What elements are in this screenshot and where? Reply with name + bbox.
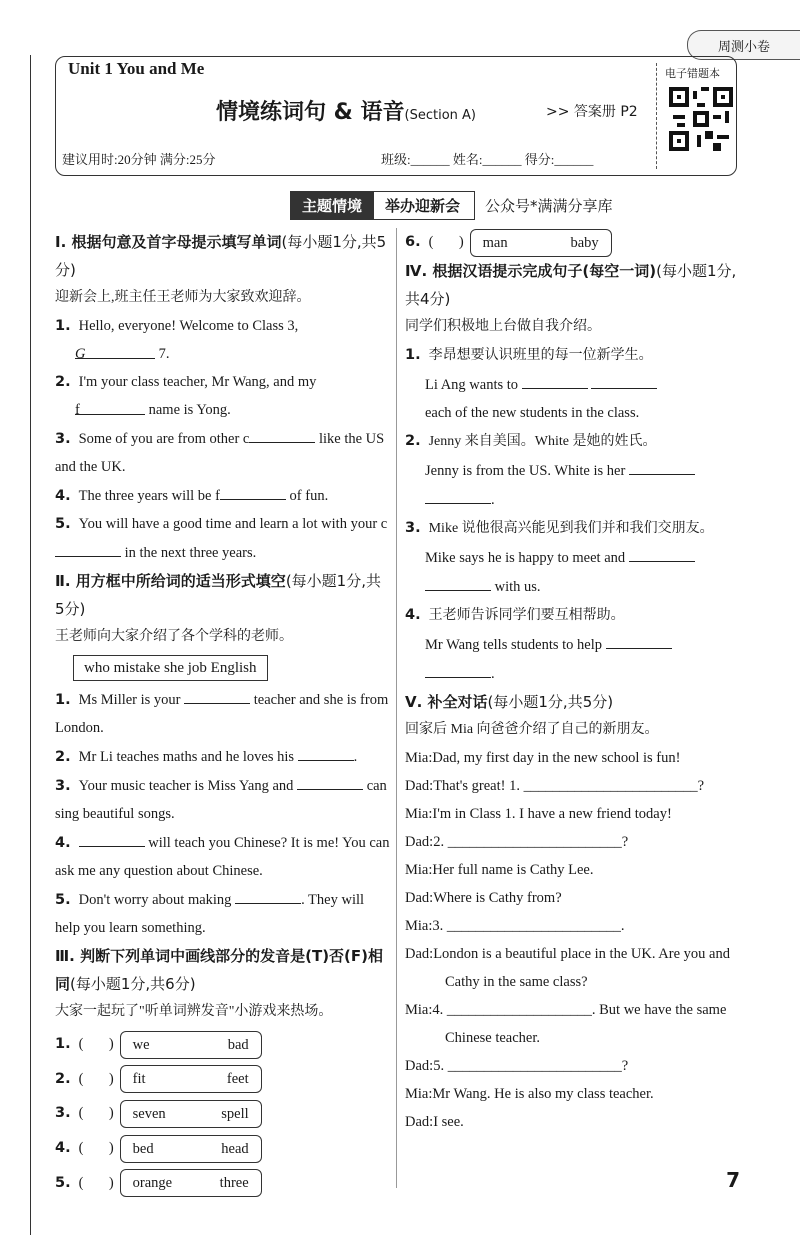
dialogue-text: 2. ________________________? <box>433 833 629 850</box>
word-pair-box <box>120 1031 262 1059</box>
speaker: Mia: <box>405 1001 433 1018</box>
q-number: 3. <box>55 1105 71 1122</box>
q-number: 6. <box>405 234 421 250</box>
word-1: seven <box>132 1106 166 1123</box>
speaker: Dad: <box>405 1057 434 1074</box>
q-text: Some of you are from other c <box>78 431 250 447</box>
s4-q3-line <box>405 543 745 572</box>
word-1: orange <box>132 1175 173 1192</box>
s4-q4-line-2 <box>405 659 745 688</box>
dialogue-text: Mr Wang. He is also my class teacher. <box>432 1085 654 1102</box>
left-column <box>55 228 390 1197</box>
student-info-fields: 班级:______ 姓名:______ 得分:______ <box>381 152 594 167</box>
dialogue-line <box>405 884 745 912</box>
q-text-end: 7. <box>158 346 170 362</box>
q-number: 2. <box>405 432 421 449</box>
q-text: Don't worry about making <box>78 892 232 908</box>
q-number: 1. <box>55 1036 71 1052</box>
q-number: 5. <box>55 892 71 908</box>
dialogue-line[interactable] <box>405 1052 745 1080</box>
section-3-intro: 大家一起玩了"听单词辨发音"小游戏来热场。 <box>55 1004 333 1019</box>
q-text-end: teacher and she is from London. <box>55 692 389 736</box>
s3-question-3: 3. ( ) seven spell <box>55 1099 390 1128</box>
s1-question-5 <box>55 510 390 567</box>
q-text-end: in the next three years. <box>124 545 257 561</box>
q-chinese: Jenny 来自美国。White 是她的姓氏。 <box>428 433 657 449</box>
q-text-end: . They will help you learn something. <box>55 892 365 936</box>
section-1-intro: 迎新会上,班主任王老师为大家致欢迎辞。 <box>55 290 311 305</box>
s2-question-2 <box>55 742 390 771</box>
q-number: 4. <box>405 606 421 623</box>
q-number: 3. <box>55 431 71 447</box>
s1-score: (每小题1分,共5分) <box>55 233 387 279</box>
q-chinese: Mike 说他很高兴能见到我们并和我们交朋友。 <box>428 520 714 536</box>
s4-q4-line <box>405 630 745 659</box>
dialogue-line <box>405 800 745 828</box>
section-label: (Section A) <box>404 108 476 123</box>
s4-q2-line-2 <box>405 485 745 514</box>
q-text: You will have a good time and learn a lot with your c <box>78 516 388 532</box>
q-number: 4. <box>55 835 71 851</box>
page-title <box>216 95 476 126</box>
dialogue-text: That's great! 1. ________________________? <box>433 777 705 794</box>
s5-title-text: Ⅴ. 补全对话 <box>405 692 488 711</box>
s2-q2-answer-blank[interactable] <box>298 742 354 761</box>
word-2: bad <box>227 1036 249 1053</box>
page-number: 7 <box>726 1168 740 1192</box>
s2-q1-answer-blank[interactable] <box>184 685 250 704</box>
s1-q3-answer-blank[interactable] <box>249 424 315 443</box>
s2-title-text: Ⅱ. 用方框中所给词的适当形式填空 <box>55 572 286 590</box>
s1-question-3 <box>55 424 390 481</box>
q-text: The three years will be f <box>78 488 220 504</box>
q-text-end: . <box>491 665 495 682</box>
s2-question-1 <box>55 685 390 742</box>
s4-q2-line <box>405 456 745 485</box>
q-number: 4. <box>55 488 71 504</box>
q-text: Hello, everyone! Welcome to Class 3, <box>78 318 299 334</box>
q-text: Mr Wang tells students to help <box>425 636 602 653</box>
q-text: Ms Miller is your <box>78 692 181 708</box>
speaker: Mia: <box>405 917 433 934</box>
section-4-title <box>405 257 745 313</box>
s4-q3-line-2 <box>405 572 745 601</box>
dialogue-text: I see. <box>433 1113 464 1130</box>
s4-question-3 <box>405 514 745 543</box>
dialogue-line <box>405 940 745 996</box>
dialogue-text: London is a beautiful place in the UK. Are you and Cathy in the same class? <box>433 945 730 990</box>
s4-q1-line <box>405 370 745 399</box>
speaker: Dad: <box>405 777 434 794</box>
topic-note: 公众号*满满分享库 <box>485 196 613 215</box>
word-1: bed <box>132 1140 154 1157</box>
dialogue-line[interactable] <box>405 772 745 800</box>
word-pair-box <box>120 1169 262 1197</box>
section-2-title <box>55 567 390 623</box>
section-4-intro: 同学们积极地上台做自我介绍。 <box>405 318 601 334</box>
word-pair-box <box>470 229 612 257</box>
word-bank-box: who mistake she job English <box>73 655 268 681</box>
dialogue-text: 4. ____________________. But we have the same Chinese teacher. <box>432 1001 727 1046</box>
topic-name: 举办迎新会 <box>370 191 475 220</box>
s4-q2-blank-a[interactable] <box>629 456 695 475</box>
s4-title-text: Ⅳ. 根据汉语提示完成句子(每空一词) <box>405 261 657 280</box>
s4-score: (每小题1分,共4分) <box>405 261 737 308</box>
s4-q1-blank-b[interactable] <box>591 370 657 389</box>
s1-question-1 <box>55 312 390 340</box>
word-2: three <box>219 1175 249 1192</box>
s3-question-1: 1. ( ) we bad <box>55 1030 390 1059</box>
q-number: 3. <box>55 778 71 794</box>
q-text-end: . <box>353 749 358 765</box>
topic-banner <box>290 190 613 220</box>
s1-q4-answer-blank[interactable] <box>220 481 286 500</box>
q-text-end: . <box>491 491 495 508</box>
s3-question-4: 4. ( ) bed head <box>55 1134 390 1163</box>
word-pair-box <box>120 1135 262 1163</box>
dialogue-line[interactable] <box>405 828 745 856</box>
speaker: Dad: <box>405 833 434 850</box>
word-1: man <box>482 234 508 251</box>
speaker: Dad: <box>405 945 434 962</box>
section-5-intro: 回家后 Mia 向爸爸介绍了自己的新朋友。 <box>405 721 659 737</box>
word-1: we <box>132 1036 150 1053</box>
q-number: 2. <box>55 374 71 390</box>
s1-q1-answer-blank[interactable]: G <box>75 340 155 359</box>
q-text: Li Ang wants to <box>425 376 519 393</box>
q-text-end: of fun. <box>289 488 329 504</box>
speaker: Dad: <box>405 1113 434 1130</box>
q-text: Jenny is from the US. White is her <box>425 462 626 479</box>
topic-label: 主题情境 <box>290 191 374 220</box>
s4-q1-blank-a[interactable] <box>522 370 588 389</box>
q-chinese: 李昂想要认识班里的每一位新学生。 <box>428 347 653 363</box>
s1-q5-answer-blank[interactable] <box>55 538 121 557</box>
word-1: fit <box>132 1071 146 1088</box>
q-text: Mike says he is happy to meet and <box>425 549 626 566</box>
right-column <box>405 228 745 1136</box>
dialogue-line[interactable] <box>405 912 745 940</box>
q-text-end: can sing beautiful songs. <box>55 778 387 822</box>
speaker: Mia: <box>405 861 433 878</box>
q-number: 2. <box>55 749 71 765</box>
q-number: 4. <box>55 1140 71 1157</box>
s1-question-4 <box>55 481 390 510</box>
s1-question-2 <box>55 368 390 396</box>
dialogue-line[interactable] <box>405 996 745 1052</box>
q-number: 1. <box>55 318 71 334</box>
q-number: 1. <box>405 346 421 363</box>
q-text-end: like the US and the UK. <box>55 431 385 475</box>
s3-question-5: 5. ( ) orange three <box>55 1169 390 1198</box>
word-pair-box <box>120 1065 262 1093</box>
dialogue-text: Her full name is Cathy Lee. <box>432 861 594 878</box>
title-text: 情境练词句 & 语音 <box>216 100 405 125</box>
section-5-title <box>405 688 745 716</box>
s4-question-1 <box>405 341 745 370</box>
section-1-title <box>55 228 390 284</box>
q-number: 3. <box>405 519 421 536</box>
speaker: Mia: <box>405 1085 433 1102</box>
s4-q4-blank-a[interactable] <box>606 630 672 649</box>
s2-question-5 <box>55 885 390 942</box>
section-2-intro: 王老师向大家介绍了各个学科的老师。 <box>55 629 293 644</box>
s2-q3-answer-blank[interactable] <box>297 771 363 790</box>
q-text-end: will teach you Chinese? It is me! You can ask me any question about Chinese. <box>55 835 390 879</box>
s2-score: (每小题1分,共5分) <box>55 572 381 618</box>
weekly-test-tag: 周测小卷 <box>687 30 800 60</box>
q-number: 5. <box>55 1174 71 1191</box>
dialogue-text: 5. ________________________? <box>433 1057 629 1074</box>
header-box <box>55 56 737 176</box>
unit-title: Unit 1 You and Me <box>68 59 205 78</box>
dialogue-text: 3. ________________________. <box>432 917 625 934</box>
dialogue-line <box>405 1080 745 1108</box>
s4-question-2 <box>405 427 745 456</box>
word-2: head <box>221 1140 249 1157</box>
q-text-end: name is Yong. <box>148 402 231 418</box>
q-number: 5. <box>55 516 71 532</box>
s4-q1-line-2 <box>405 399 745 427</box>
s4-q4-blank-b[interactable] <box>425 659 491 678</box>
s4-q3-blank-b[interactable] <box>425 572 491 591</box>
speaker: Mia: <box>405 805 433 822</box>
s3-score: (每小题1分,共6分) <box>70 975 196 993</box>
s1-question-2-cont <box>55 396 390 424</box>
speaker: Dad: <box>405 889 434 906</box>
dialogue-line <box>405 856 745 884</box>
s2-q5-answer-blank[interactable] <box>235 885 301 904</box>
qr-area <box>656 63 735 169</box>
q-chinese: 王老师告诉同学们要互相帮助。 <box>428 607 625 623</box>
section-3-title <box>55 942 390 998</box>
s3-question-6: 6. ( ) man baby <box>405 228 745 257</box>
dialogue-line <box>405 744 745 772</box>
answer-reference: >> 答案册 P2 <box>546 104 638 120</box>
qr-label: 电子错题本 <box>665 67 720 80</box>
column-divider <box>396 228 397 1188</box>
left-margin-line <box>30 55 31 1235</box>
speaker: Mia: <box>405 749 433 766</box>
word-pair-box <box>120 1100 262 1128</box>
q-text-end: with us. <box>494 578 541 595</box>
q-text: I'm your class teacher, Mr Wang, and my <box>78 374 317 390</box>
s2-question-4 <box>55 828 390 885</box>
dialogue-text: Dad, my first day in the new school is fun! <box>432 749 681 766</box>
word-2: spell <box>221 1106 249 1123</box>
word-2: baby <box>570 234 599 251</box>
q-number: 2. <box>55 1070 71 1087</box>
s5-score: (每小题1分,共5分) <box>487 692 614 711</box>
time-score-info: 建议用时:20分钟 满分:25分 <box>62 152 216 167</box>
q-number: 1. <box>55 692 71 708</box>
s2-q4-answer-blank[interactable] <box>79 828 145 847</box>
q-text: Your music teacher is Miss Yang and <box>78 778 294 794</box>
s1-title-text: Ⅰ. 根据句意及首字母提示填写单词 <box>55 233 282 251</box>
dialogue-text: Where is Cathy from? <box>433 889 562 906</box>
s2-question-3 <box>55 771 390 828</box>
dialogue-text: I'm in Class 1. I have a new friend today! <box>432 805 672 822</box>
s4-question-4 <box>405 601 745 630</box>
s3-title-text: Ⅲ. 判断下列单词中画线部分的发音是(T)否(F)相同 <box>55 947 384 993</box>
s4-q2-blank-b[interactable] <box>425 485 491 504</box>
s4-q3-blank-a[interactable] <box>629 543 695 562</box>
s1-question-1-cont <box>55 340 390 368</box>
q-text: Mr Li teaches maths and he loves his <box>78 749 295 765</box>
q-text-end: each of the new students in the class. <box>425 404 640 421</box>
dialogue-line <box>405 1108 745 1136</box>
s1-q2-answer-blank[interactable]: f <box>75 396 145 415</box>
qr-code-icon[interactable] <box>669 87 733 151</box>
s3-question-2: 2. ( ) fit feet <box>55 1065 390 1094</box>
word-2: feet <box>226 1071 249 1088</box>
